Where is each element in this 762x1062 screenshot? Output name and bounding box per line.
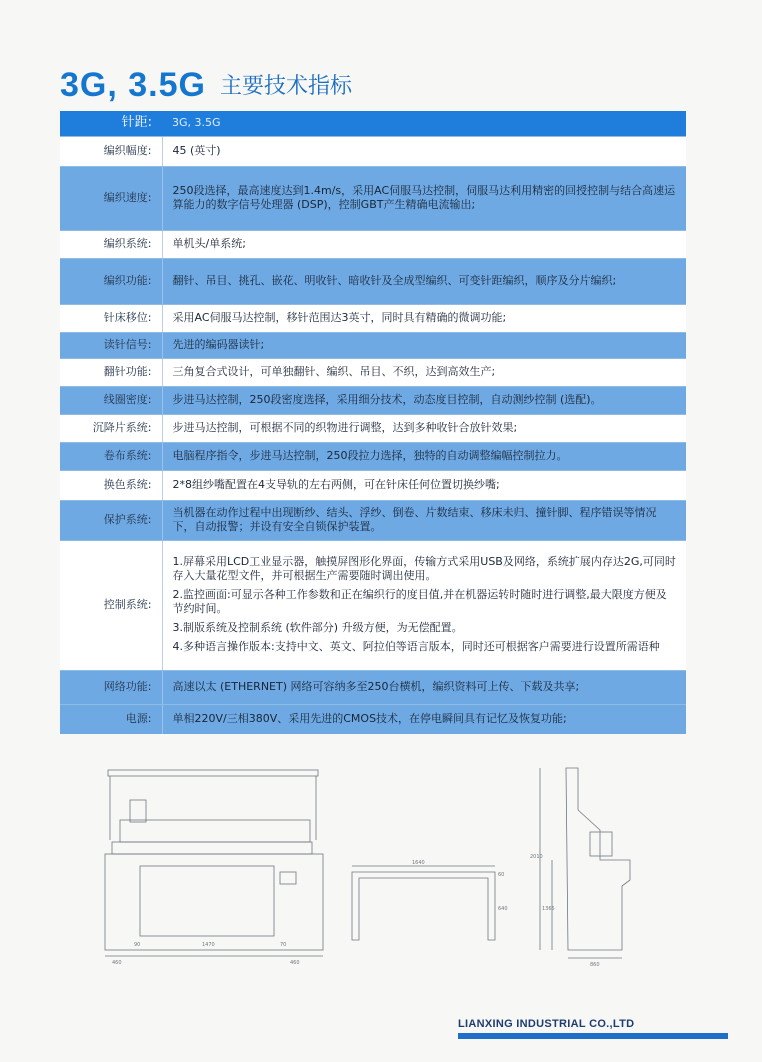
spec-label: 卷布系统:: [60, 442, 162, 470]
plan-view-drawing: [352, 860, 508, 940]
spec-value: 45 (英寸): [162, 136, 686, 166]
spec-row-sinker: [60, 414, 686, 442]
front-dim-right: 70: [280, 942, 287, 948]
spec-row-density: [60, 386, 686, 414]
spec-value: 250段选择，最高速度达到1.4m/s，采用AC伺服马达控制，伺服马达利用精密的回授控制与结合高速运算能力的数字信号处理器 (DSP)，控制GBT产生精确电流输出;: [162, 166, 686, 230]
plan-depth-small: 60: [498, 872, 505, 878]
model-title: 3G, 3.5G: [60, 66, 206, 104]
control-item: 3.制版系统及控制系统 (软件部分) 升级方便，为无偿配置。: [172, 620, 463, 634]
front-view-drawing: [105, 770, 323, 966]
spec-row-protection: [60, 500, 686, 540]
control-item: 4.多种语言操作版本:支持中文、英文、阿拉伯等语言版本，同时还可根据客户需要进行设置所需语种: [172, 639, 660, 653]
spec-label: 网络功能:: [60, 670, 162, 704]
spec-value: 3G, 3.5G: [162, 111, 686, 136]
side-height: 2010: [530, 854, 543, 860]
spec-row-transfer: [60, 358, 686, 386]
spec-row-function: [60, 258, 686, 304]
spec-label: 针距:: [60, 111, 162, 136]
spec-value: 当机器在动作过程中出现断纱、结头、浮纱、倒卷、片数结束、移床未归、撞针脚、程序错误等情况下，自动报警；并设有安全自锁保护装置。: [162, 500, 686, 540]
page-title: [60, 66, 352, 104]
heading-title: 主要技术指标: [219, 74, 352, 99]
spec-label: 线圈密度:: [60, 386, 162, 414]
spec-row-control: [60, 540, 686, 670]
front-panel: [280, 872, 296, 884]
spec-label: 针床移位:: [60, 304, 162, 332]
spec-value: 三角复合式设计，可单独翻针、编织、吊目、不织，达到高效生产;: [162, 358, 686, 386]
spec-row-color-change: [60, 470, 686, 500]
front-dim-center: 1470: [202, 942, 215, 948]
spec-table: [60, 111, 686, 734]
front-dim-bottom-left: 460: [112, 960, 122, 966]
control-item: 1.屏幕采用LCD工业显示器，触摸屏图形化界面，传输方式采用USB及网络，系统扩展内存达2G,可同时存入大量花型文件，并可根据生产需要随时调出使用。: [172, 554, 676, 582]
company-footer: LIANXING INDUSTRIAL CO.,LTD: [458, 1018, 635, 1030]
side-height-mid: 1365: [542, 906, 555, 912]
spec-value: 步进马达控制，可根据不同的织物进行调整，达到多种收针合放针效果;: [162, 414, 686, 442]
front-door: [140, 866, 274, 936]
front-dim-left: 90: [134, 942, 141, 948]
side-view-drawing: [530, 768, 630, 968]
plan-frame: [352, 872, 495, 940]
side-yarn-guide: [590, 832, 612, 856]
spec-value: 步进马达控制，250段密度选择，采用细分技术，动态度目控制，自动测纱控制 (选配)。: [162, 386, 686, 414]
machine-drawings: [100, 760, 660, 970]
plan-width: 1640: [412, 860, 425, 866]
spec-label: 沉降片系统:: [60, 414, 162, 442]
side-depth: 860: [590, 962, 600, 968]
spec-row-takedown: [60, 442, 686, 470]
spec-label: 控制系统:: [60, 540, 162, 670]
spec-value: 单机头/单系统;: [162, 230, 686, 258]
spec-label: 换色系统:: [60, 470, 162, 500]
spec-value: 2*8组纱嘴配置在4支导轨的左右两侧，可在针床任何位置切换纱嘴;: [162, 470, 686, 500]
spec-row-racking: [60, 304, 686, 332]
spec-value: 高速以太 (ETHERNET) 网络可容纳多至250台横机，编织资料可上传、下载及共享;: [162, 670, 686, 704]
front-screen: [130, 800, 146, 822]
spec-value: 采用AC伺服马达控制，移针范围达3英寸，同时具有精确的微调功能;: [162, 304, 686, 332]
spec-label: 读针信号:: [60, 332, 162, 358]
front-dim-bottom-right: 460: [290, 960, 300, 966]
spec-label: 编织功能:: [60, 258, 162, 304]
spec-row-width: [60, 136, 686, 166]
spec-label: 编织幅度:: [60, 136, 162, 166]
spec-label: 编织系统:: [60, 230, 162, 258]
spec-label: 翻针功能:: [60, 358, 162, 386]
footer-bar: [458, 1033, 728, 1039]
front-top-rail: [108, 770, 318, 776]
spec-value: 先进的编码器读针;: [162, 332, 686, 358]
spec-row-speed: [60, 166, 686, 230]
side-outline: [566, 768, 630, 950]
spec-label: 电源:: [60, 704, 162, 734]
control-list: [162, 540, 686, 670]
front-carriage: [120, 820, 310, 842]
spec-row-reading: [60, 332, 686, 358]
spec-label: 编织速度:: [60, 166, 162, 230]
spec-value: 翻针、吊目、挑孔、嵌花、明收针、暗收针及全成型编织、可变针距编织，顺序及分片编织;: [162, 258, 686, 304]
plan-depth: 640: [498, 906, 508, 912]
spec-row-network: [60, 670, 686, 704]
front-body: [105, 854, 323, 950]
spec-row-system: [60, 230, 686, 258]
spec-label: 保护系统:: [60, 500, 162, 540]
spec-row-power: [60, 704, 686, 734]
control-item: 2.监控画面:可显示各种工作参数和正在编织行的度目值,并在机器运转时随时进行调整,最大限度方便及节约时间。: [172, 587, 667, 615]
spec-value: 单相220V/三相380V、采用先进的CMOS技术，在停电瞬间具有记忆及恢复功能;: [162, 704, 686, 734]
front-bed: [112, 842, 312, 854]
spec-row-gauge: [60, 111, 686, 136]
spec-value: 电脑程序指令，步进马达控制，250段拉力选择，独特的自动调整编幅控制拉力。: [162, 442, 686, 470]
